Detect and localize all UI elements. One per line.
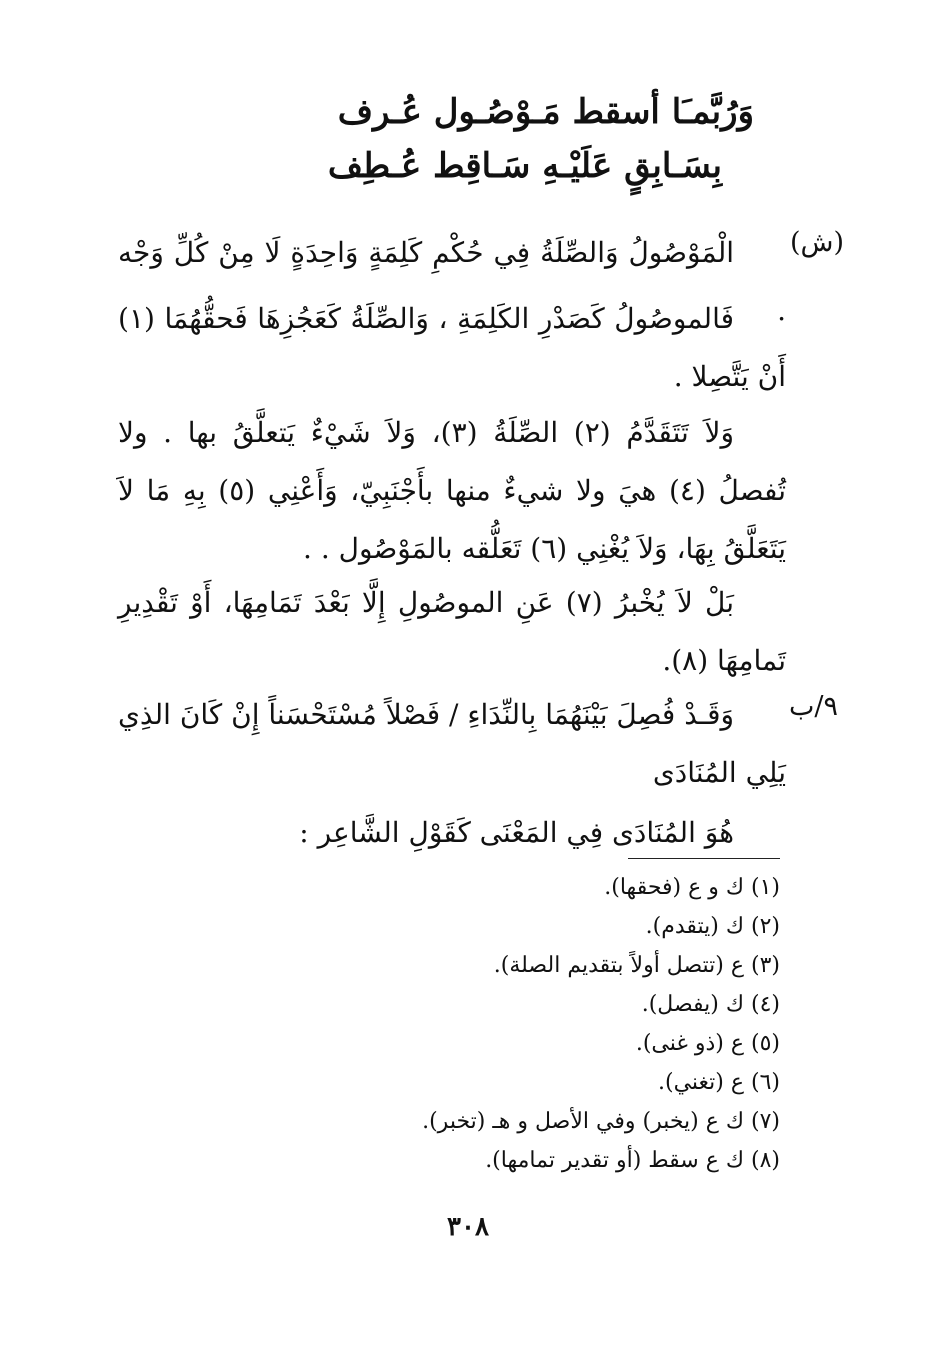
commentary-paragraph-4 (118, 574, 786, 690)
verse-line-1: وَرُبَّمـَا أسقط مَـوْصُـول عُـرف (337, 92, 754, 132)
commentary-text-2: فَالموصُولُ كَصَدْرِ الكَلِمَةِ ، وَالصِّلَةُ كَعَجُزِهَا فَحقُّهُمَا (١) أَنْ يَتَّصِلا . (118, 302, 786, 393)
page-number: ٣٠٨ (447, 1212, 489, 1242)
verse-line-2: بِسَـابِقٍ عَلَيْـهِ سَـاقِط عُـطِف (327, 146, 722, 186)
footnote-2: (٢) ك (يتقدم). (645, 914, 780, 939)
commentary-text-5: وَقَـدْ فُصِلَ بَيْنَهُمَا بِالنِّدَاءِ / فَصْلاً مُسْتَحْسَناً إِنْ كَانَ الذِي يَلِي المُنَادَى (118, 698, 786, 789)
footnotes-list (160, 868, 780, 1180)
commentary-text-1: الْمَوْصُولُ وَالصِّلَةُ فِي حُكْمِ كَلِمَةٍ وَاحِدَةٍ لَا مِنْ كُلِّ وَجْه . (118, 236, 786, 327)
footnote-divider (628, 858, 780, 859)
footnote-6: (٦) ع (تغني). (658, 1070, 780, 1095)
commentary-paragraph-5 (118, 686, 786, 802)
footnote-4: (٤) ك (يفصل). (641, 992, 780, 1017)
commentary-text-3: وَلاَ تَتَقَدَّمُ (٢) الصِّلَةُ (٣)، وَلاَ شَيْءٌ يَتعلَّقُ بها . ولا تُفصلُ (٤) هيَ ولا شيءٌ منها بأَجْنَبِيّ، وَأَعْنِي (٥) بِهِ مَا لاَ يَتَعَلَّقُ بِهَا، وَلاَ يُغْنِي (٦) تَعَلُّقه بالمَوْصُول . . (118, 416, 786, 565)
footnote-7: (٧) ك ع (يخبر) وفي الأصل و هـ (تخبر). (422, 1109, 780, 1134)
commentary-paragraph-2 (118, 290, 786, 406)
commentary-text-4: بَلْ لاَ يُخْبرُ (٧) عَنِ الموصُولِ إِلَّا بَعْدَ تَمَامِهَا، أَوْ تَقْدِيرِ تَمامِهَا (٨). (118, 586, 786, 677)
commentary-paragraph-3 (118, 404, 786, 578)
footnote-1: (١) ك و ع (فحقها). (604, 875, 780, 900)
sharh-marker: (ش) (789, 227, 844, 258)
footnote-5: (٥) ع (ذو غنى). (635, 1031, 780, 1056)
footnote-3: (٣) ع (تتصل أولاً بتقديم الصلة). (493, 953, 780, 978)
footnote-8: (٨) ك ع سقط (أو تقدير تمامها). (485, 1148, 780, 1173)
commentary-paragraph-6 (118, 804, 786, 862)
commentary-text-6: هُوَ المُنَادَى فِي المَعْنَى كَقَوْلِ الشَّاعِر : (299, 816, 734, 849)
folio-marker: ٩/ب (788, 691, 838, 722)
